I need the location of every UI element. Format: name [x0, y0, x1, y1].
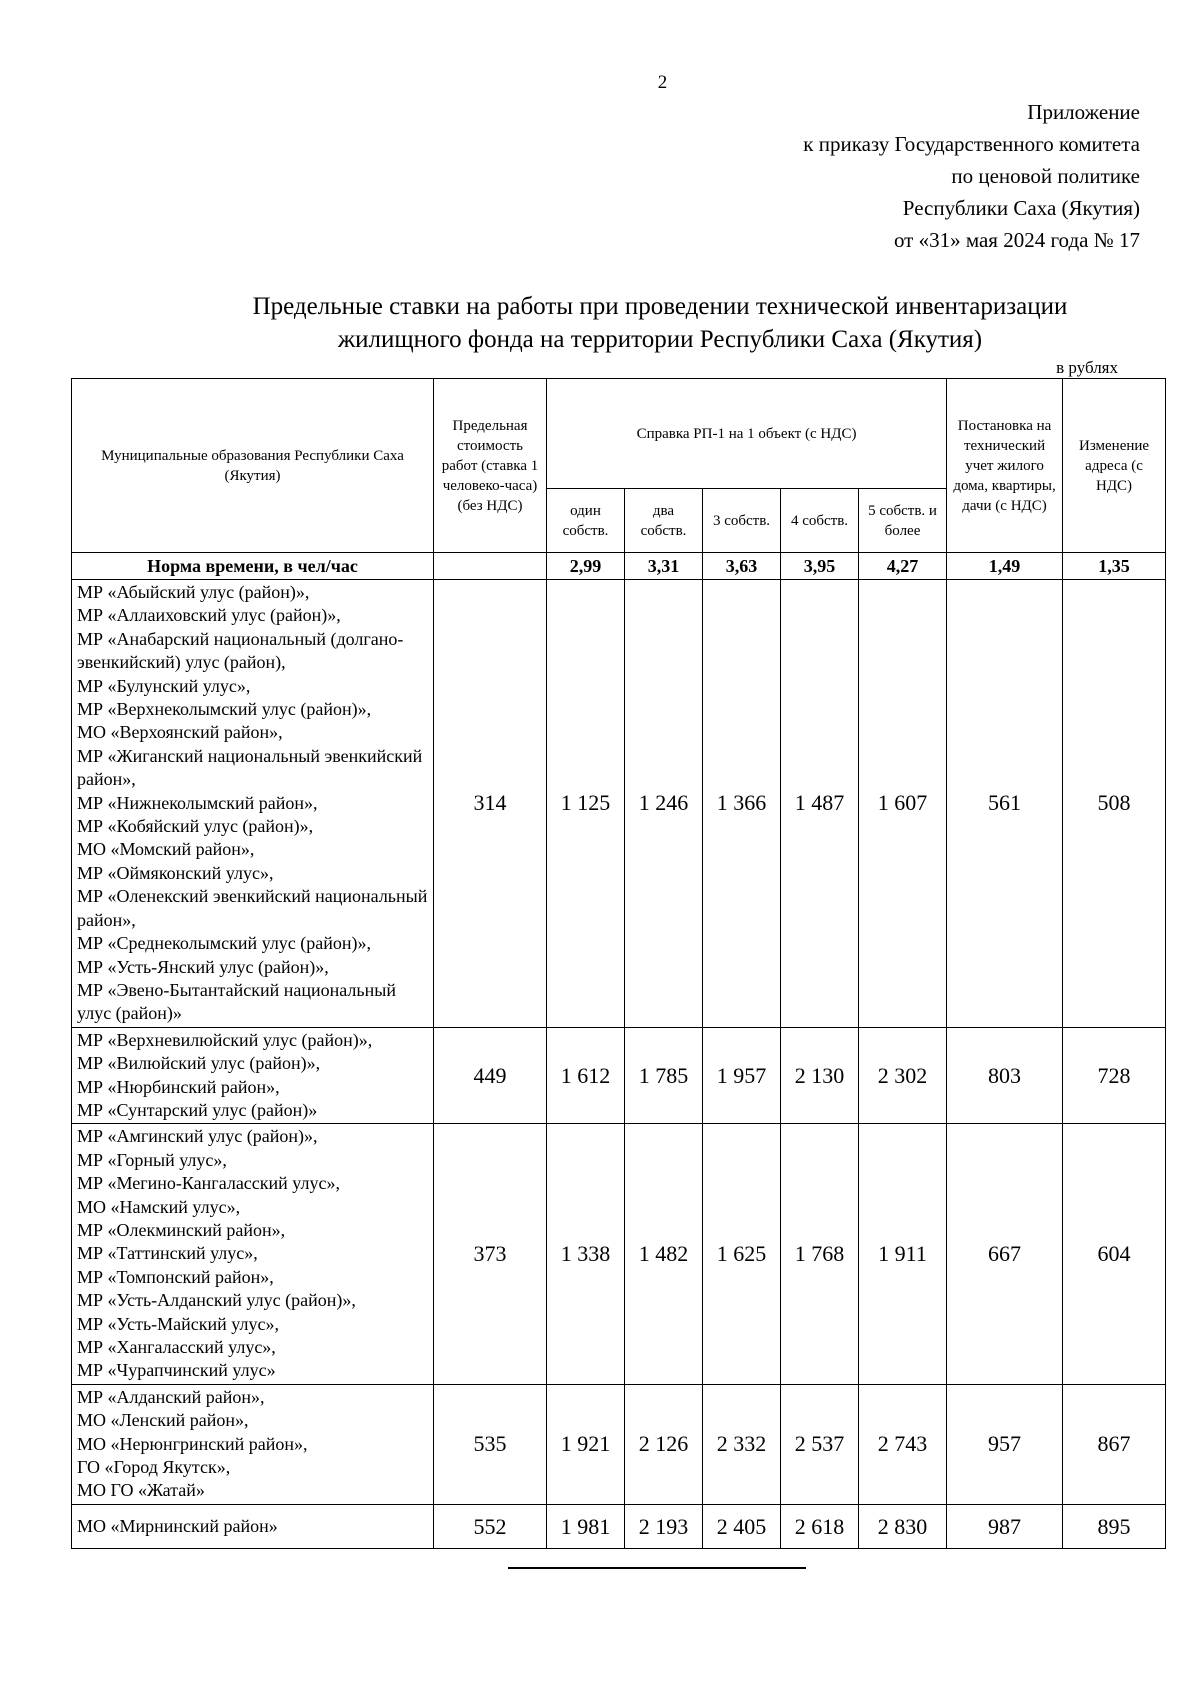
end-rule: [508, 1567, 806, 1569]
municipal-names-cell: [72, 1027, 434, 1124]
cost-cell: 449: [434, 1027, 547, 1124]
rate-cell: 1 921: [547, 1384, 625, 1504]
rate-cell: 604: [1063, 1124, 1166, 1384]
municipality-name: МО ГО «Жатай»: [77, 1480, 205, 1501]
appendix-header: [803, 96, 1140, 256]
rate-cell: 2 302: [859, 1027, 947, 1124]
municipal-names-cell: [72, 580, 434, 1028]
municipality-name: МР «Среднеколымский улус (район)»,: [77, 933, 372, 954]
municipality-name: МР «Жиганский национальный эвенкийский район»,: [77, 745, 423, 790]
rate-cell: 2 537: [781, 1384, 859, 1504]
rate-cell: 1 338: [547, 1124, 625, 1384]
appendix-line-4: Республики Саха (Якутия): [902, 196, 1140, 220]
norm-value: 1,35: [1063, 553, 1166, 580]
municipal-names-cell: [72, 1504, 434, 1548]
header-owners-5: 5 собств. и более: [859, 489, 947, 553]
rate-cell: 1 612: [547, 1027, 625, 1124]
rate-cell: 2 130: [781, 1027, 859, 1124]
table-row: [72, 1027, 1166, 1124]
rate-cell: 1 981: [547, 1504, 625, 1548]
page-number: 2: [657, 72, 668, 93]
norm-value: 2,99: [547, 553, 625, 580]
rate-cell: 728: [1063, 1027, 1166, 1124]
municipality-name: МР «Оленекский эвенкийский национальный район»,: [77, 886, 428, 930]
municipality-name: МР «Чурапчинский улус»: [77, 1360, 276, 1381]
municipality-name: МР «Нижнеколымский район»,: [77, 792, 318, 813]
title-line-2: жилищного фонда на территории Республики Саха (Якутия): [337, 326, 983, 353]
document-title: [160, 290, 1160, 356]
rate-cell: 1 785: [625, 1027, 703, 1124]
rate-cell: 1 366: [703, 580, 781, 1028]
municipality-name: МР «Вилюйский улус (район)»,: [77, 1053, 321, 1074]
header-certificate-label: Справка РП-1 на 1 объект (с НДС): [636, 425, 857, 442]
rate-cell: 561: [947, 580, 1063, 1028]
rate-cell: 1 482: [625, 1124, 703, 1384]
table-row: [72, 580, 1166, 1028]
rate-cell: 1 625: [703, 1124, 781, 1384]
rate-cell: 2 830: [859, 1504, 947, 1548]
norm-value: 3,95: [781, 553, 859, 580]
municipality-name: МР «Мегино-Кангаласский улус»,: [77, 1173, 340, 1194]
header-certificate: [547, 379, 947, 489]
rate-cell: 867: [1063, 1384, 1166, 1504]
rate-cell: 1 246: [625, 580, 703, 1028]
norm-cost: [434, 553, 547, 580]
municipality-name: МР «Усть-Алданский улус (район)»,: [77, 1290, 356, 1311]
header-owners-1: один собств.: [547, 489, 625, 553]
header-registration-label: Постановка на технический учет жилого дома, квартиры, дачи (с НДС): [953, 417, 1056, 514]
appendix-line-3: по ценовой политике: [951, 164, 1140, 188]
municipality-name: МР «Сунтарский улус (район)»: [77, 1099, 318, 1120]
table-row: [72, 1504, 1166, 1548]
municipality-name: МО «Верхоянский район»,: [77, 722, 283, 743]
municipality-name: МР «Булунский улус»,: [77, 675, 251, 696]
cost-cell: 373: [434, 1124, 547, 1384]
header-owners-3: 3 собств.: [703, 489, 781, 553]
header-address-label: Изменение адреса (с НДС): [1078, 437, 1150, 494]
municipality-name: МР «Нюрбинский район»,: [77, 1076, 280, 1097]
rates-table: [71, 378, 1166, 1549]
municipality-name: МР «Олекминский район»,: [77, 1219, 286, 1240]
municipality-name: МР «Эвено-Бытантайский национальный улус (район)»: [77, 979, 396, 1024]
rate-cell: 2 618: [781, 1504, 859, 1548]
rate-cell: 508: [1063, 580, 1166, 1028]
norm-value: 4,27: [859, 553, 947, 580]
header-owners-4: 4 собств.: [781, 489, 859, 553]
municipality-name: МР «Анабарский национальный (долгано-эвенкийский) улус (район),: [77, 628, 404, 673]
rate-cell: 2 126: [625, 1384, 703, 1504]
header-cost: [434, 379, 547, 553]
rate-cell: 2 743: [859, 1384, 947, 1504]
cost-cell: 314: [434, 580, 547, 1028]
appendix-line-2: к приказу Государственного комитета: [803, 132, 1140, 156]
municipality-name: МР «Горный улус»,: [77, 1149, 227, 1170]
rate-cell: 803: [947, 1027, 1063, 1124]
rate-cell: 667: [947, 1124, 1063, 1384]
table-row: [72, 1384, 1166, 1504]
municipality-name: МР «Верхневилюйский улус (район)»,: [77, 1029, 373, 1050]
header-municipal-label: Муниципальные образования Республики Саха (Якутия): [101, 447, 404, 484]
header-owners-2: два собств.: [625, 489, 703, 553]
rate-cell: 1 768: [781, 1124, 859, 1384]
rate-cell: 2 332: [703, 1384, 781, 1504]
rate-cell: 1 487: [781, 580, 859, 1028]
municipality-name: МО «Нерюнгринский район»,: [77, 1433, 308, 1454]
rate-cell: 2 193: [625, 1504, 703, 1548]
unit-note: в рублях: [1056, 358, 1118, 377]
municipal-names-cell: [72, 1384, 434, 1504]
title-line-1: Предельные ставки на работы при проведении технической инвентаризации: [252, 293, 1068, 320]
header-municipal: [72, 379, 434, 553]
rate-cell: 957: [947, 1384, 1063, 1504]
municipality-name: МР «Оймяконский улус»,: [77, 862, 274, 883]
rate-cell: 1 957: [703, 1027, 781, 1124]
rate-cell: 895: [1063, 1504, 1166, 1548]
norm-value: 3,63: [703, 553, 781, 580]
municipality-name: МР «Верхнеколымский улус (район)»,: [77, 699, 372, 720]
appendix-line-5: от «31» мая 2024 года № 17: [893, 228, 1140, 252]
municipality-name: МР «Таттинский улус»,: [77, 1243, 258, 1264]
cost-cell: 552: [434, 1504, 547, 1548]
municipality-name: МО «Момский район»,: [77, 839, 255, 860]
rate-cell: 1 125: [547, 580, 625, 1028]
rate-cell: 2 405: [703, 1504, 781, 1548]
municipality-name: МО «Ленский район»,: [77, 1410, 249, 1431]
table-row: [72, 1124, 1166, 1384]
municipality-name: МР «Хангаласский улус»,: [77, 1337, 276, 1357]
rate-cell: 1 911: [859, 1124, 947, 1384]
municipality-name: МР «Алданский район»,: [77, 1386, 265, 1407]
municipality-name: МР «Усть-Янский улус (район)»,: [77, 956, 329, 977]
norm-value: 1,49: [947, 553, 1063, 580]
municipality-name: ГО «Город Якутск»,: [77, 1457, 231, 1478]
municipality-name: МР «Абыйский улус (район)»,: [77, 582, 310, 602]
municipality-name: МР «Усть-Майский улус»,: [77, 1313, 279, 1334]
cost-cell: 535: [434, 1384, 547, 1504]
header-registration: [947, 379, 1063, 553]
norm-row: [72, 553, 1166, 580]
municipality-name: МР «Кобяйский улус (район)»,: [77, 816, 314, 837]
header-address: [1063, 379, 1166, 553]
rate-cell: 987: [947, 1504, 1063, 1548]
municipality-name: МР «Аллаиховский улус (район)»,: [77, 605, 341, 626]
header-cost-label: Предельная стоимость работ (ставка 1 человеко-часа) (без НДС): [441, 417, 539, 514]
norm-label: Норма времени, в чел/час: [72, 553, 434, 580]
appendix-line-1: Приложение: [1027, 100, 1140, 124]
municipality-name: МО «Намский улус»,: [77, 1196, 241, 1217]
municipality-name: МР «Амгинский улус (район)»,: [77, 1126, 318, 1147]
municipal-names-cell: [72, 1124, 434, 1384]
municipality-name: МО «Мирнинский район»: [77, 1515, 278, 1536]
norm-value: 3,31: [625, 553, 703, 580]
rate-cell: 1 607: [859, 580, 947, 1028]
municipality-name: МР «Томпонский район»,: [77, 1266, 274, 1287]
